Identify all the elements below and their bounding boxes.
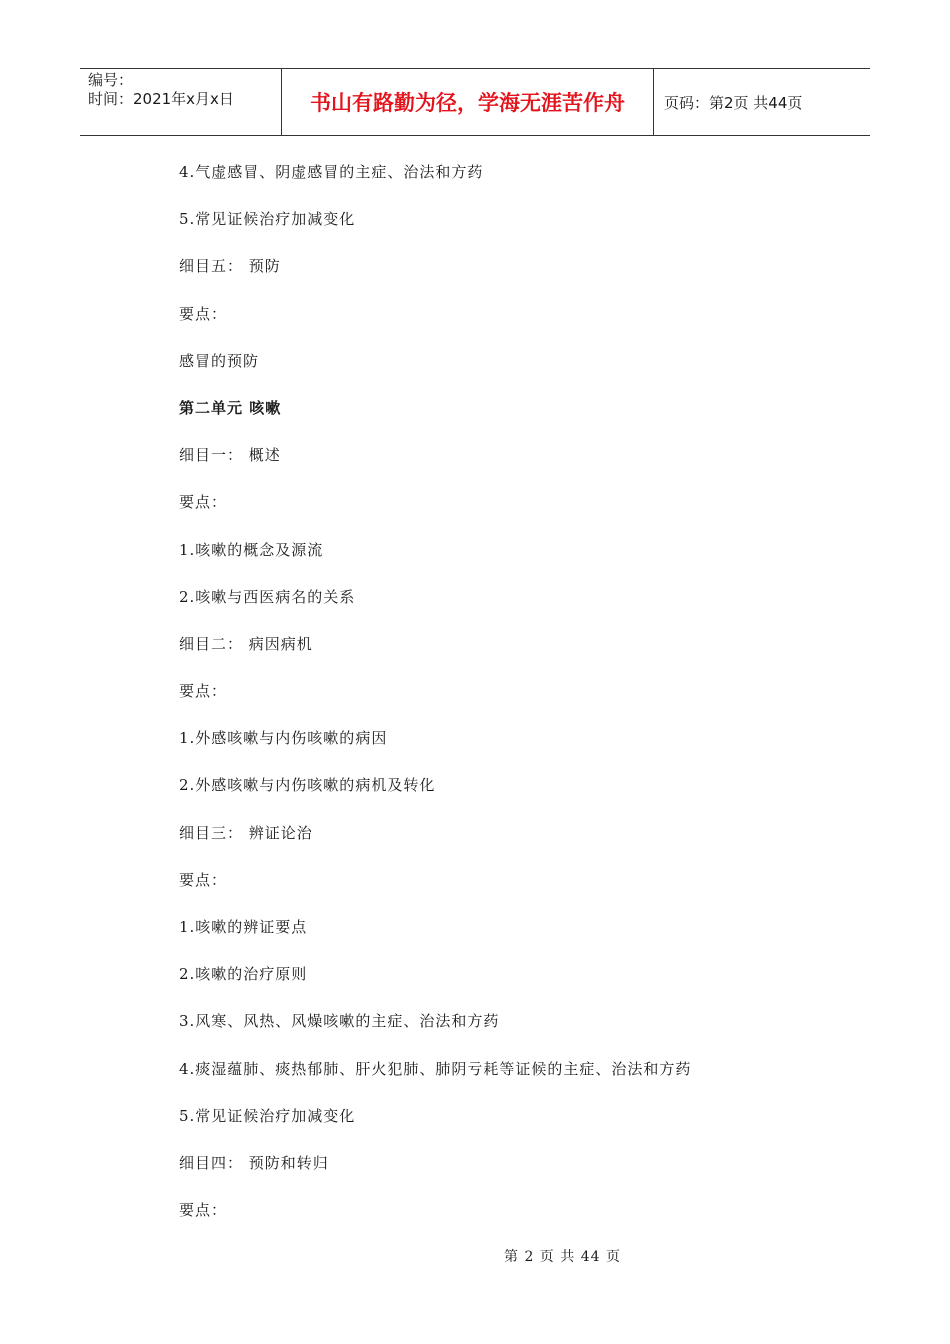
text-line: 细目一： 概述	[179, 446, 281, 465]
text-line: 要点：	[179, 682, 228, 701]
document-date-label: 时间：2021年x月x日	[88, 90, 234, 108]
text-line: 2.咳嗽的治疗原则	[179, 965, 308, 984]
text-line: 5.常见证候治疗加减变化	[179, 210, 356, 229]
text-line: 4.气虚感冒、阴虚感冒的主症、治法和方药	[179, 163, 484, 181]
text-line: 细目五： 预防	[179, 257, 281, 276]
text-line: 1.咳嗽的概念及源流	[179, 540, 324, 559]
text-line: 4.痰湿蕴肺、痰热郁肺、肝火犯肺、肺阴亏耗等证候的主症、治法和方药	[179, 1059, 692, 1078]
header-page-info: 页码：第2页 共44页	[664, 93, 803, 112]
text-line: 要点：	[179, 870, 228, 889]
section-heading: 第二单元 咳嗽	[179, 398, 282, 417]
text-line: 要点：	[179, 304, 228, 323]
text-line: 2.外感咳嗽与内伤咳嗽的病机及转化	[179, 776, 436, 795]
header-meta-cell	[80, 69, 282, 135]
document-code-label: 编号：	[88, 71, 134, 89]
header-page-cell	[654, 69, 870, 135]
document-body	[179, 158, 819, 1243]
text-line: 细目三： 辨证论治	[179, 823, 313, 842]
text-line: 2.咳嗽与西医病名的关系	[179, 587, 356, 606]
header-motto: 书山有路勤为径，学海无涯苦作舟	[310, 91, 625, 115]
text-line: 1.外感咳嗽与内伤咳嗽的病因	[179, 729, 388, 748]
header-motto-cell	[282, 69, 654, 135]
page-footer	[0, 1246, 950, 1266]
text-line: 5.常见证候治疗加减变化	[179, 1106, 356, 1125]
footer-page-number: 第 2 页 共 44 页	[504, 1249, 621, 1265]
text-line: 要点：	[179, 1201, 228, 1220]
text-line: 1.咳嗽的辨证要点	[179, 918, 308, 936]
text-line: 要点：	[179, 493, 228, 512]
text-line: 感冒的预防	[179, 351, 260, 370]
text-line: 3.风寒、风热、风燥咳嗽的主症、治法和方药	[179, 1012, 500, 1031]
page-header	[80, 68, 870, 136]
text-line: 细目四： 预防和转归	[179, 1153, 329, 1172]
text-line: 细目二： 病因病机	[179, 634, 313, 653]
